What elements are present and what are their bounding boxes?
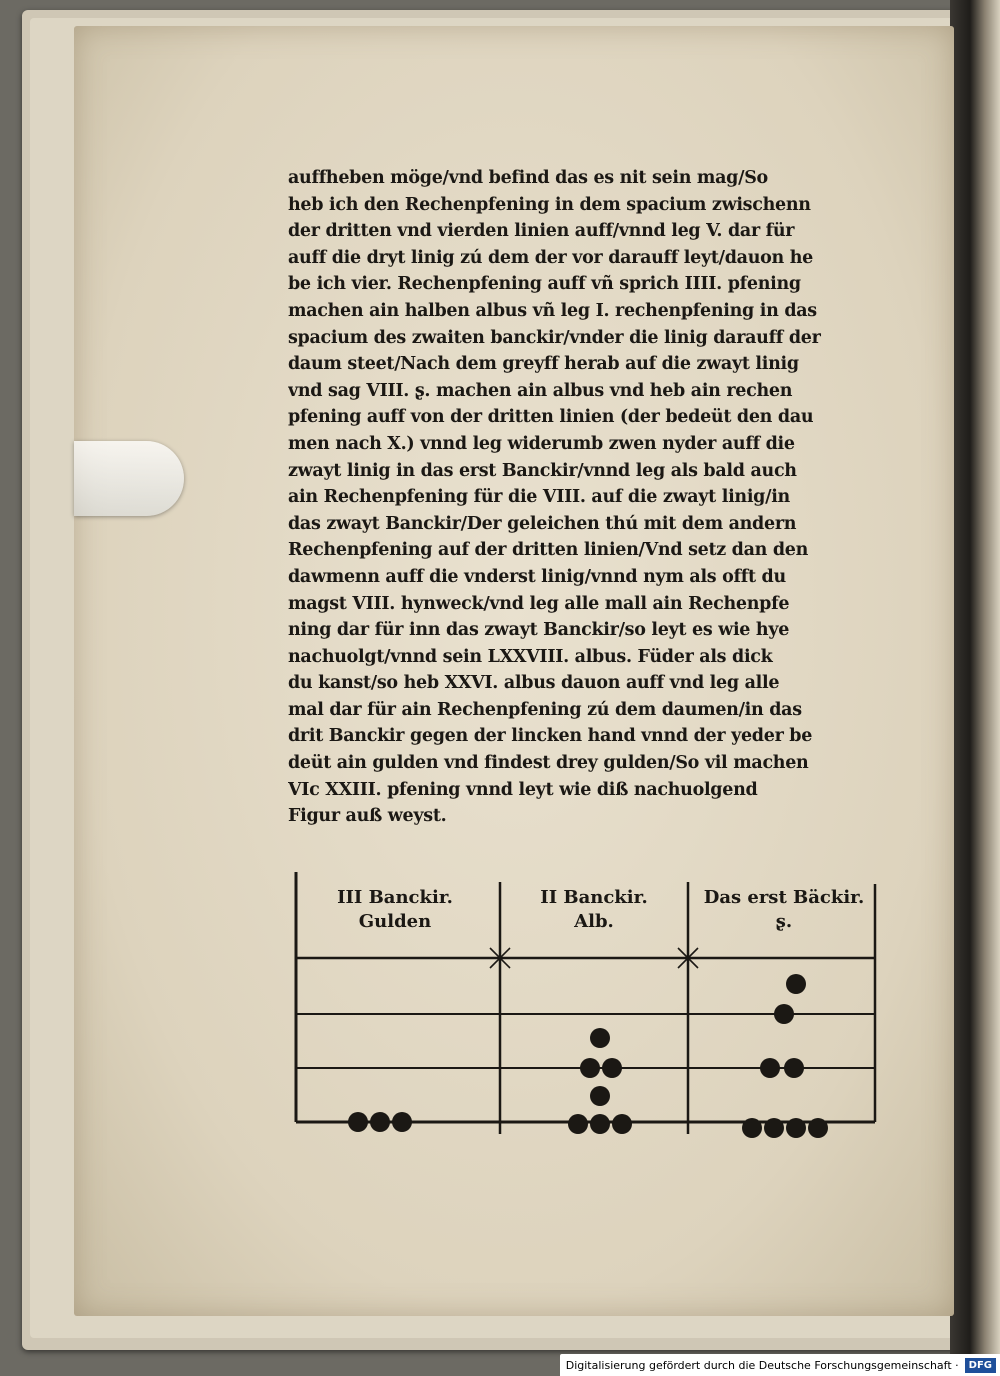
text-line: dawmenn auff die vnderst linig/vnnd nym als offt du bbox=[288, 566, 786, 587]
column-title: Das erst Bäckir. bbox=[703, 887, 865, 908]
counter-albus bbox=[580, 1058, 600, 1078]
text-line: nachuolgt/vnnd sein LXXVIII. albus. Füder als dick bbox=[288, 646, 773, 667]
text-line: du kanst/so heb XXVI. albus dauon auff vnd leg alle bbox=[288, 673, 780, 694]
counter-albus bbox=[568, 1114, 588, 1134]
text-line: magst VIII. hynweck/vnd leg alle mall ain Rechenpfe bbox=[288, 593, 790, 614]
text-line: men nach X.) vnnd leg widerumb zwen nyder auff die bbox=[288, 433, 795, 454]
text-line: deüt ain gulden vnd findest drey gulden/So vil machen bbox=[288, 753, 809, 774]
counter-gulden bbox=[392, 1112, 412, 1132]
text-line: be ich vier. Rechenpfening auff vñ sprich IIII. pfening bbox=[288, 274, 801, 295]
counting-board-figure bbox=[290, 872, 880, 1142]
text-line: auff die dryt linig zú dem der vor darauff leyt/dauon he bbox=[288, 247, 813, 268]
text-line: mal dar für ain Rechenpfening zú dem daumen/in das bbox=[288, 699, 802, 720]
column-unit: Gulden bbox=[358, 911, 432, 932]
counter-pfening bbox=[760, 1058, 780, 1078]
book-gutter bbox=[950, 0, 1000, 1360]
counter-pfening bbox=[774, 1004, 794, 1024]
counter-albus bbox=[590, 1028, 610, 1048]
text-line: machen ain halben albus vñ leg I. rechenpfening in das bbox=[288, 300, 817, 321]
counter-pfening bbox=[742, 1118, 762, 1138]
text-line: auffheben möge/vnd befind das es nit sein mag/So bbox=[288, 168, 768, 188]
column-title: III Banckir. bbox=[337, 887, 453, 908]
page-clip bbox=[74, 441, 184, 516]
counter-gulden bbox=[348, 1112, 368, 1132]
text-line: spacium des zwaiten banckir/vnder die linig darauff der bbox=[288, 327, 821, 348]
counter-albus bbox=[590, 1114, 610, 1134]
counter-pfening bbox=[808, 1118, 828, 1138]
body-text bbox=[288, 165, 882, 830]
text-line: drit Banckir gegen der lincken hand vnnd der yeder be bbox=[288, 726, 813, 747]
counter-pfening bbox=[764, 1118, 784, 1138]
dfg-logo: DFG bbox=[965, 1358, 996, 1373]
column-header-albus bbox=[508, 886, 680, 934]
text-line: Figur auß weyst. bbox=[288, 806, 447, 827]
text-line: ning dar für inn das zwayt Banckir/so leyt es wie hye bbox=[288, 620, 790, 641]
text-line: ain Rechenpfening für die VIII. auf die zwayt linig/in bbox=[288, 487, 790, 508]
text-line: das zwayt Banckir/Der geleichen thú mit dem andern bbox=[288, 513, 797, 534]
funding-text: Digitalisierung gefördert durch die Deutsche Forschungsgemeinschaft · bbox=[565, 1358, 959, 1372]
text-line: der dritten vnd vierden linien auff/vnnd leg V. dar für bbox=[288, 221, 795, 242]
text-line: Rechenpfening auf der dritten linien/Vnd setz dan den bbox=[288, 540, 809, 561]
counter-albus bbox=[612, 1114, 632, 1134]
text-line: vnd sag VIII. ʂ. machen ain albus vnd heb ain rechen bbox=[288, 380, 793, 401]
column-header-pfening bbox=[692, 886, 876, 934]
text-line: zwayt linig in das erst Banckir/vnnd leg als bald auch bbox=[288, 460, 797, 481]
column-unit: ʂ. bbox=[775, 911, 793, 932]
counter-albus bbox=[590, 1086, 610, 1106]
text-line: VIc XXIII. pfening vnnd leyt wie diß nachuolgend bbox=[288, 779, 758, 800]
counter-gulden bbox=[370, 1112, 390, 1132]
attribution-footer bbox=[560, 1354, 1000, 1376]
counter-pfening bbox=[786, 1118, 806, 1138]
counter-albus bbox=[602, 1058, 622, 1078]
text-line: pfening auff von der dritten linien (der bedeüt den dau bbox=[288, 407, 814, 428]
column-header-gulden bbox=[310, 886, 480, 934]
counter-pfening bbox=[784, 1058, 804, 1078]
column-title: II Banckir. bbox=[540, 887, 648, 908]
column-unit: Alb. bbox=[574, 911, 614, 932]
text-line: heb ich den Rechenpfening in dem spacium zwischenn bbox=[288, 194, 811, 215]
counter-pfening bbox=[786, 974, 806, 994]
text-line: daum steet/Nach dem greyff herab auf die zwayt linig bbox=[288, 354, 799, 375]
